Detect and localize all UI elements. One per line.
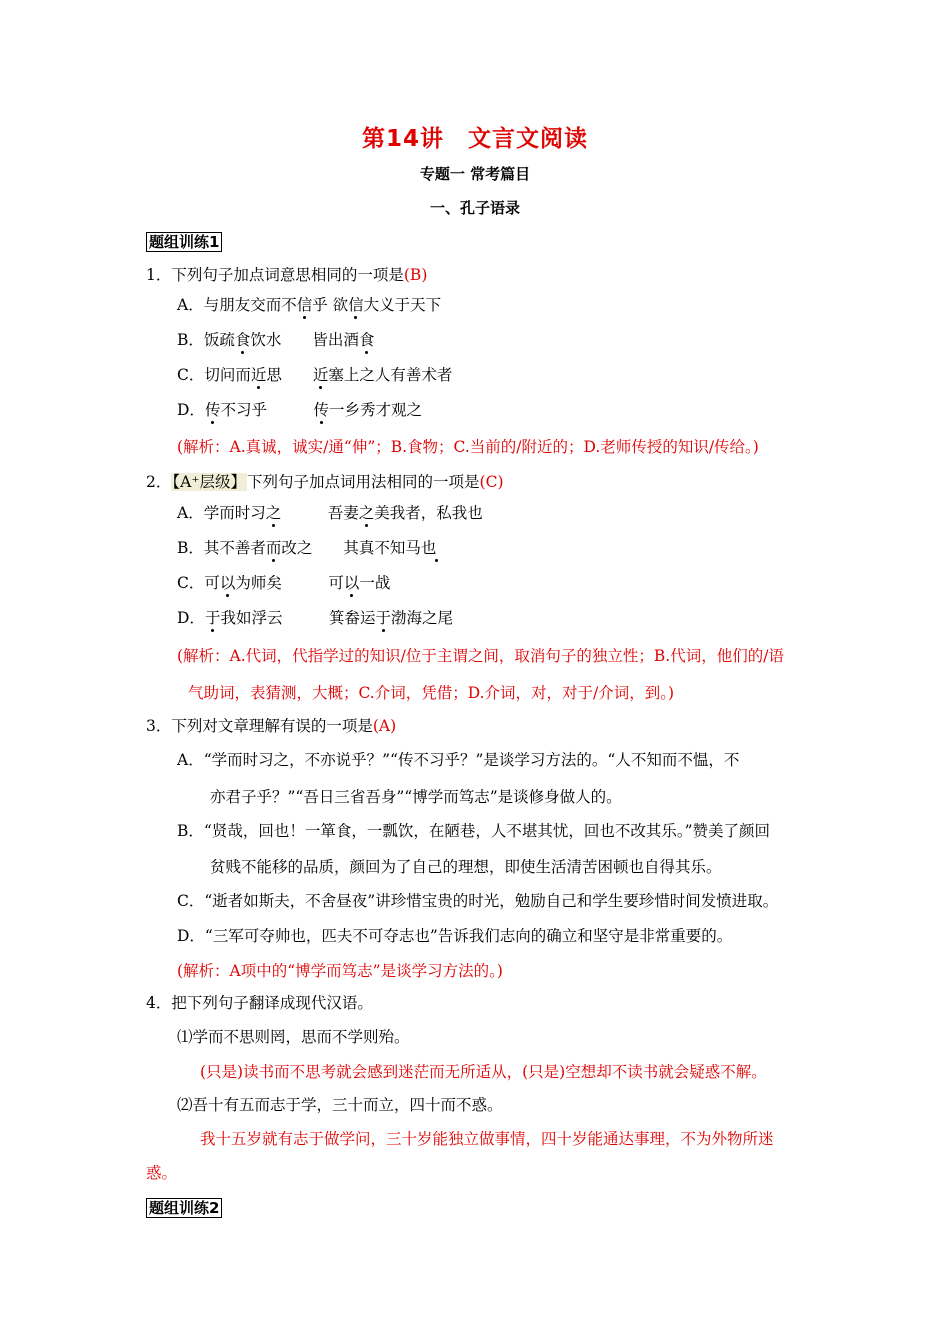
q1-option-d: D．传不习乎 传一乡秀才观之	[177, 401, 422, 419]
q4-stem: 4．把下列句子翻译成现代汉语。	[146, 994, 373, 1012]
q1-option-a: A．与朋友交而不信乎 欲信大义于天下	[177, 296, 442, 314]
q4-sentence-2: ⑵吾十有五而志于学，三十而立，四十而不惑。	[177, 1096, 503, 1114]
q4-answer-1: (只是)读书而不思考就会感到迷茫而无所适从，(只是)空想却不读书就会疑惑不解。	[200, 1063, 767, 1081]
q1-analysis: (解析：A.真诚，诚实/通“伸”；B.食物；C.当前的/附近的；D.老师传授的知识/传给。)	[177, 438, 759, 456]
q2-option-c: C．可以为师矣 可以一战	[177, 574, 391, 592]
level-badge: 【A⁺层级】	[172, 473, 247, 491]
q2-option-d: D．于我如浮云 箕畚运于渤海之尾	[177, 609, 453, 627]
group-label-1: 题组训练1	[146, 232, 222, 252]
q2-stem: 2．【A⁺层级】下列句子加点词用法相同的一项是(C)	[146, 473, 504, 491]
q1-option-c: C．切问而近思 近塞上之人有善术者	[177, 366, 453, 384]
subtitle: 专题一 常考篇目	[419, 165, 531, 183]
q2-analysis-line1: (解析：A.代词，代指学过的知识/位于主谓之间，取消句子的独立性；B.代词，他们的/语	[177, 647, 784, 665]
q2-analysis-line2: 气助词，表猜测，大概；C.介词，凭借；D.介词，对，对于/介词，到。)	[188, 684, 675, 702]
q3-option-b-line1: B．“贤哉，回也！一箪食，一瓢饮，在陋巷，人不堪其忧，回也不改其乐。”赞美了颜回	[177, 822, 770, 840]
q4-answer-2-line2: 惑。	[146, 1164, 178, 1182]
q4-sentence-1: ⑴学而不思则罔，思而不学则殆。	[177, 1028, 410, 1046]
q3-analysis: (解析：A项中的“博学而笃志”是谈学习方法的。)	[177, 962, 503, 980]
section-heading: 一、孔子语录	[429, 199, 520, 217]
q4-answer-2-line1: 我十五岁就有志于做学问，三十岁能独立做事情，四十岁能通达事理，不为外物所迷	[200, 1130, 774, 1148]
q1-stem: 1．下列句子加点词意思相同的一项是(B)	[146, 266, 428, 284]
page-title: 第14讲 文言文阅读	[361, 126, 588, 152]
group-label-2: 题组训练2	[146, 1198, 222, 1218]
q2-option-b: B．其不善者而改之 其真不知马也	[177, 539, 437, 557]
q3-option-a-line1: A．“学而时习之，不亦说乎？”“传不习乎？”是谈学习方法的。“人不知而不愠，不	[177, 751, 740, 769]
q3-option-b-line2: 贫贱不能移的品质，颜回为了自己的理想，即使生活清苦困顿也自得其乐。	[210, 858, 722, 876]
q2-option-a: A．学而时习之 吾妻之美我者，私我也	[177, 504, 483, 522]
q3-stem: 3．下列对文章理解有误的一项是(A)	[146, 717, 397, 735]
q3-option-a-line2: 亦君子乎？”“吾日三省吾身”“博学而笃志”是谈修身做人的。	[210, 788, 622, 806]
q1-option-b: B．饭疏食饮水 皆出酒食	[177, 331, 375, 349]
q3-option-d: D．“三军可夺帅也，匹夫不可夺志也”告诉我们志向的确立和坚守是非常重要的。	[177, 927, 733, 945]
q3-option-c: C．“逝者如斯夫，不舍昼夜”讲珍惜宝贵的时光，勉励自己和学生要珍惜时间发愤进取。	[177, 892, 779, 910]
